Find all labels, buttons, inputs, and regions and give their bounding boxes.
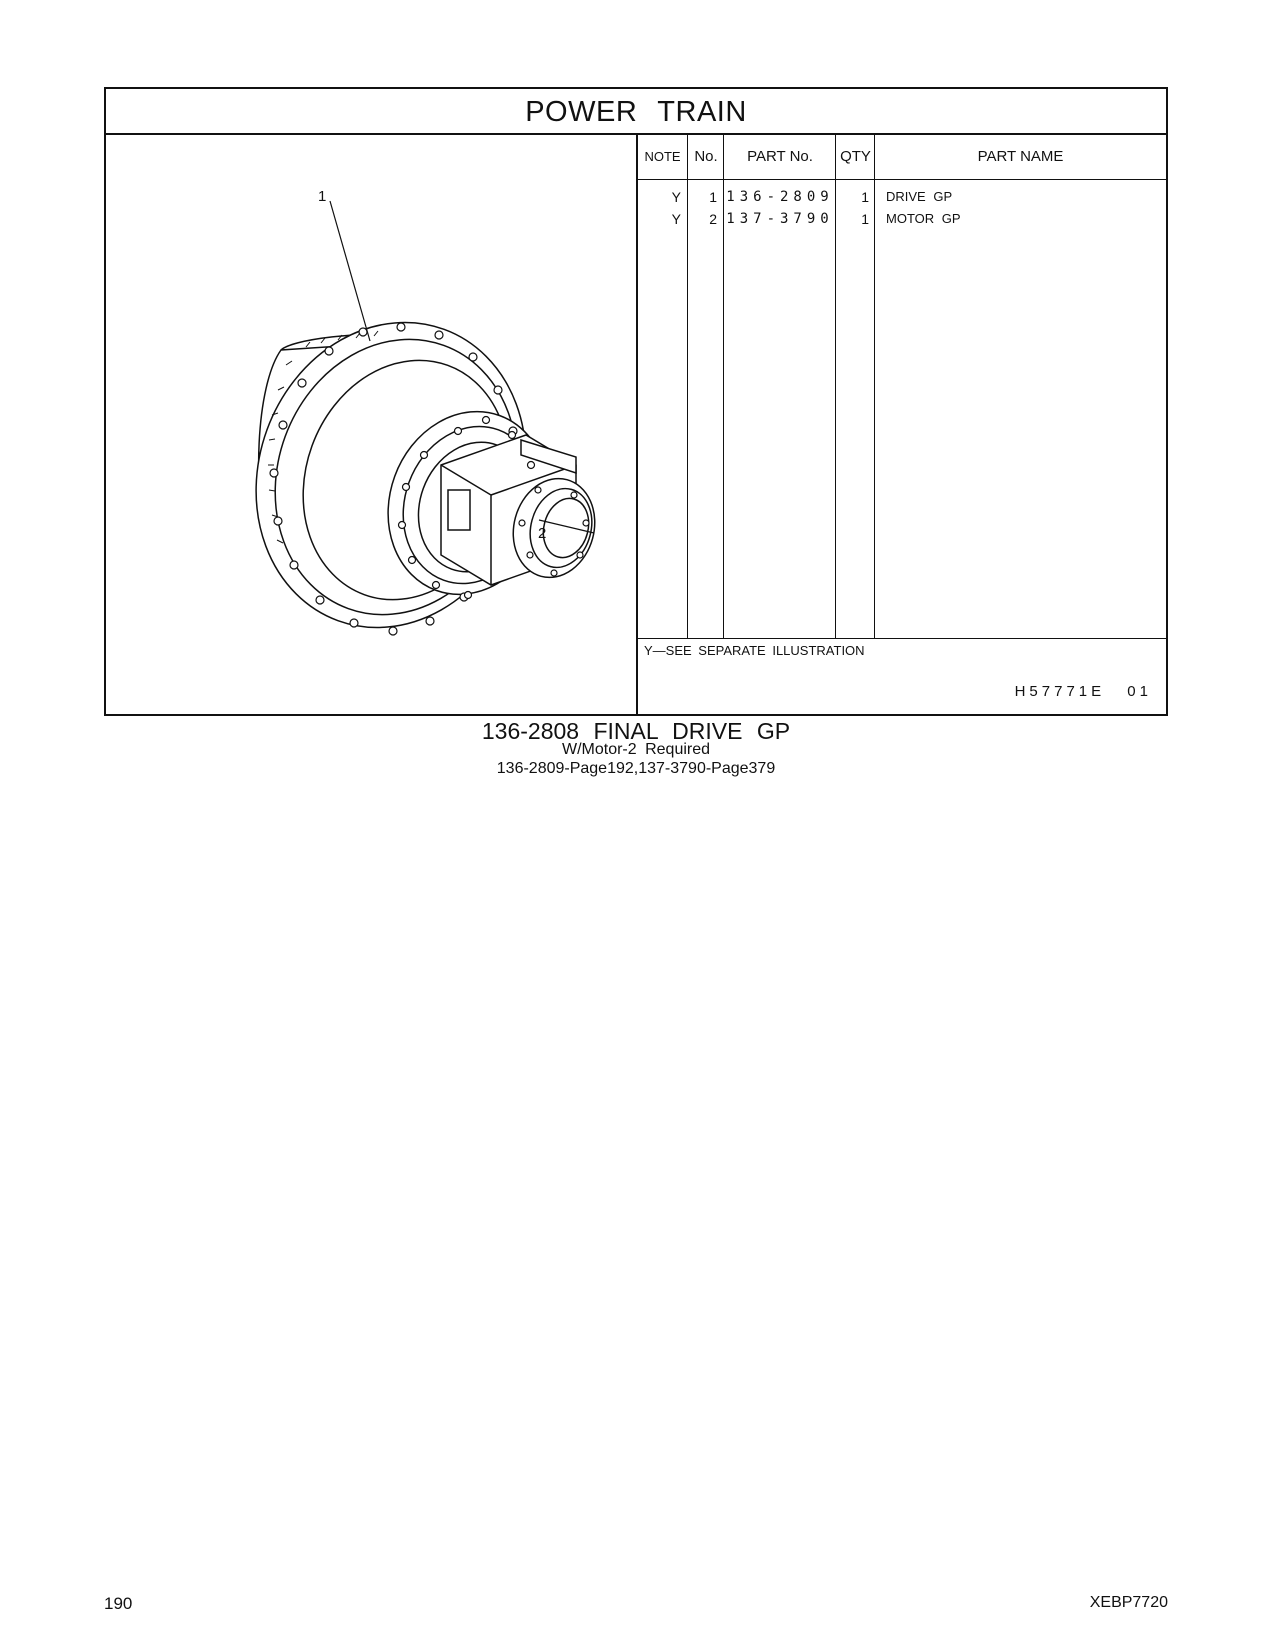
document-id: XEBP7720: [1089, 1594, 1168, 1611]
parts-table: [638, 135, 1166, 714]
caption-references: 136-2809-Page192,137-3790-Page379: [496, 760, 776, 777]
row-part-name: DRIVE GP: [886, 189, 953, 204]
row-no: 1: [709, 189, 717, 205]
header-qty: QTY: [840, 148, 871, 165]
final-drive-illustration: [106, 135, 636, 714]
illustration-code: H57771E 01: [1014, 683, 1152, 700]
illustration-panel: [106, 135, 638, 714]
header-no: No.: [694, 148, 718, 165]
table-footer: [638, 638, 1166, 714]
row-part-no: 137-3790: [726, 211, 834, 227]
row-qty: 1: [861, 211, 869, 227]
page-number: 190: [104, 1594, 133, 1613]
header-note: NOTE: [644, 149, 681, 164]
row-part-name: MOTOR GP: [886, 211, 961, 226]
table-header: [638, 135, 1166, 180]
parts-frame: [104, 87, 1168, 716]
header-part-name: PART NAME: [977, 148, 1064, 165]
table-row: [638, 208, 1166, 230]
section-title: POWER TRAIN: [106, 89, 1166, 135]
header-part-no: PART No.: [747, 148, 813, 165]
callout-1: 1: [318, 188, 327, 205]
table-row: [638, 186, 1166, 208]
row-note: Y: [671, 189, 681, 205]
caption-title: 136-2808 FINAL DRIVE GP: [481, 718, 791, 744]
footnote: Y—SEE SEPARATE ILLUSTRATION: [644, 643, 865, 658]
callout-2: 2: [538, 525, 547, 542]
row-note: Y: [671, 211, 681, 227]
caption-subtitle: W/Motor-2 Required: [561, 741, 711, 758]
row-qty: 1: [861, 189, 869, 205]
row-no: 2: [709, 211, 717, 227]
row-part-no: 136-2809: [726, 189, 834, 205]
